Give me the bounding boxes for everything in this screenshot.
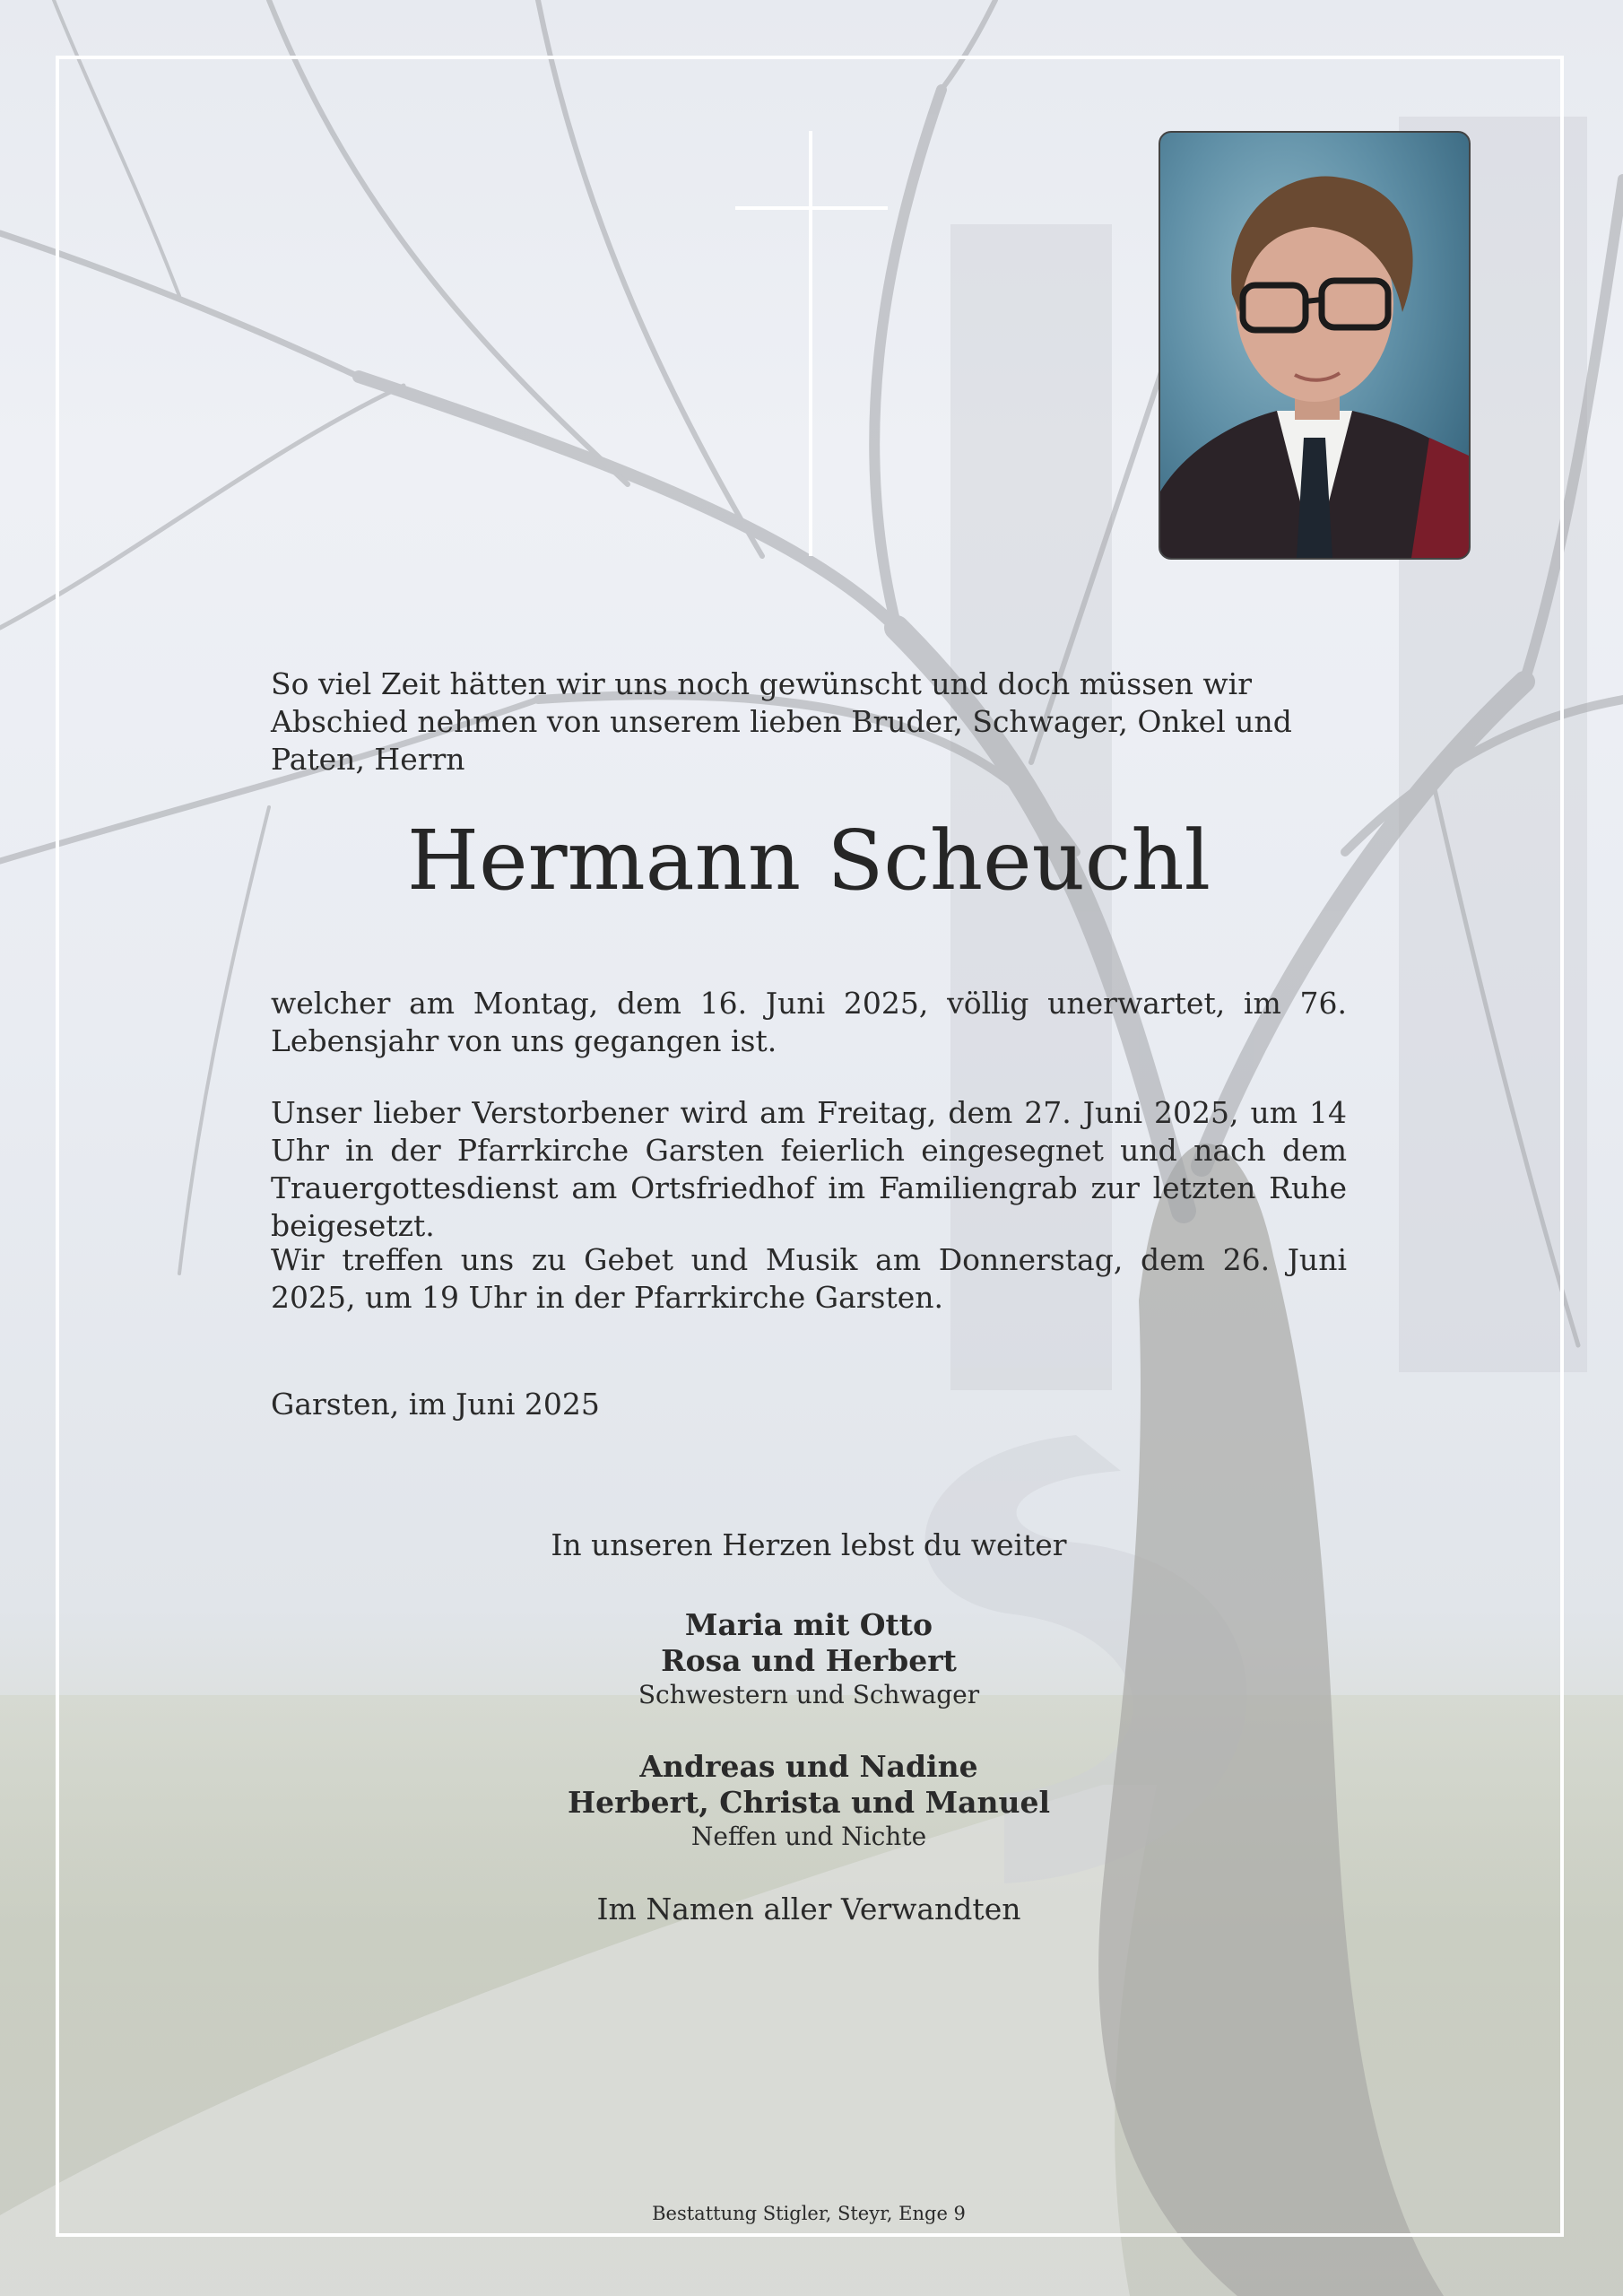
- mourner-relation: Neffen und Nichte: [690, 1822, 927, 1851]
- closing-line: Im Namen aller Verwandten: [596, 1892, 1021, 1926]
- cross-icon-vertical: [809, 131, 812, 556]
- mourner-names: Rosa und Herbert: [661, 1643, 957, 1678]
- motto: In unseren Herzen lebst du weiter: [551, 1527, 1067, 1562]
- portrait-illustration: [1160, 133, 1469, 558]
- mourner-names: Herbert, Christa und Manuel: [567, 1785, 1051, 1820]
- funeral-home-footer: Bestattung Stigler, Steyr, Enge 9: [652, 2203, 966, 2224]
- mourner-group: [271, 1749, 1347, 1853]
- mourner-names: Maria mit Otto: [684, 1607, 933, 1642]
- mourner-names: Andreas und Nadine: [639, 1749, 978, 1784]
- mourner-relation: Schwestern und Schwager: [638, 1680, 980, 1709]
- funeral-paragraph: Unser lieber Verstorbener wird am Freitag, dem 27. Juni 2025, um 14 Uhr in der Pfarrkirche Garsten feierlich eingesegnet und nach dem Trauergottesdienst am Ortsfriedhof im Familiengrab zur letzten Ruhe beigesetzt.: [271, 1095, 1347, 1243]
- intro-text: So viel Zeit hätten wir uns noch gewünscht und doch müssen wir Abschied nehmen von unserem lieben Bruder, Schwager, Onkel und Paten, Herrn: [271, 666, 1292, 777]
- place-date: Garsten, im Juni 2025: [271, 1387, 600, 1422]
- prayer-paragraph: Wir treffen uns zu Gebet und Musik am Donnerstag, dem 26. Juni 2025, um 19 Uhr in der Pfarrkirche Garsten.: [271, 1242, 1347, 1315]
- death-notice-paragraph: welcher am Montag, dem 16. Juni 2025, völlig unerwartet, im 76. Lebensjahr von uns gegangen ist.: [271, 986, 1347, 1058]
- mourner-group: [271, 1607, 1347, 1711]
- portrait-photo: [1159, 131, 1471, 560]
- deceased-name: Hermann Scheuchl: [406, 813, 1211, 909]
- cross-icon-horizontal: [735, 206, 888, 210]
